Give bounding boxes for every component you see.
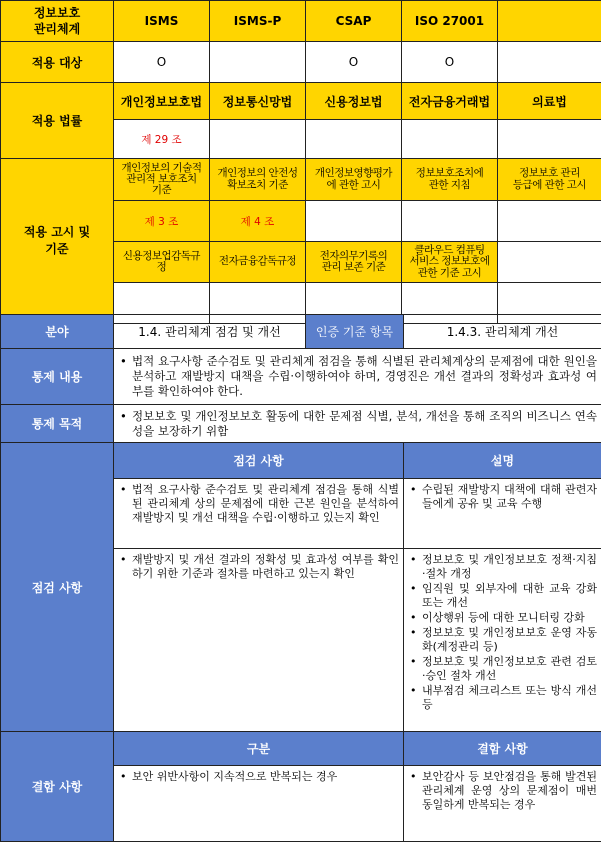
header-empty [498,1,601,42]
notice-article [498,201,601,242]
law-name: 전자금융거래법 [402,83,498,120]
checks-head-items: 점검 사항 [114,443,404,479]
notice-name: 신용정보업감독규 정 [114,242,210,283]
notice-name: 정보보호 관리 등급에 관한 고시 [498,159,601,201]
field-value: 1.4. 관리체계 점검 및 개선 [114,315,306,349]
notice-name: 전자의무기록의 관리 보존 기준 [306,242,402,283]
defects-head-cases: 결함 사항 [404,732,601,766]
control-purpose-text: • 정보보호 및 개인정보보호 활동에 대한 문제점 식별, 분석, 개선을 통해 조직의 비즈니스 연속성을 보장하기 위함 [118,409,597,439]
law-name: 정보통신망법 [210,83,306,120]
header-label: 정보보호 관리체계 [1,1,114,42]
law-article [306,120,402,159]
law-article [402,120,498,159]
check-desc: • 수립된 재발방지 대책에 대해 관련자들에게 공유 및 교육 수행 [408,483,597,511]
target-mark-empty [498,42,601,83]
law-article: 제 29 조 [114,120,210,159]
defects-head-type: 구분 [114,732,404,766]
law-name: 개인정보보호법 [114,83,210,120]
target-mark-iso: O [402,42,498,83]
check-desc: • 임직원 및 외부자에 대한 교육 강화 또는 개선 [408,582,597,610]
header-iso27001: ISO 27001 [402,1,498,42]
notice-name: 정보보호조치에 관한 지침 [402,159,498,201]
notice-article: 제 4 조 [210,201,306,242]
control-purpose-label: 통제 목적 [1,405,114,443]
target-mark-isms-p [210,42,306,83]
notice-name: 개인정보영향평가 에 관한 고시 [306,159,402,201]
header-csap: CSAP [306,1,402,42]
law-name: 의료법 [498,83,601,120]
target-label: 적용 대상 [1,42,114,83]
target-mark-csap: O [306,42,402,83]
control-content-label: 통제 내용 [1,349,114,405]
header-isms: ISMS [114,1,210,42]
notices-label: 적용 고시 및 기준 [1,159,114,324]
notice-article [306,201,402,242]
notice-name: 클라우드 컴퓨팅 서비스 정보보호에 관한 기준 고시 [402,242,498,283]
checks-label: 점검 사항 [1,443,114,732]
check-desc: • 이상행위 등에 대한 모니터링 강화 [408,611,597,625]
notice-name: 개인정보의 안전성 확보조치 기준 [210,159,306,201]
header-isms-p: ISMS-P [210,1,306,42]
check-desc: • 내부점검 체크리스트 또는 방식 개선 등 [408,684,597,712]
law-article [210,120,306,159]
laws-label: 적용 법률 [1,83,114,159]
defect-case: • 보안감사 등 보안점검을 통해 발견된 관리체계 운영 상의 문제점이 매번 동일하게 반복되는 경우 [408,770,597,812]
notice-name: 개인정보의 기술적 관리적 보호조치 기준 [114,159,210,201]
notice-name: 전자금융감독규정 [210,242,306,283]
law-name: 신용정보법 [306,83,402,120]
control-detail-table [0,314,601,842]
target-mark-isms: O [114,42,210,83]
check-desc: • 정보보호 및 개인정보보호 운영 자동화(계정관리 등) [408,626,597,654]
criteria-item-value: 1.4.3. 관리체계 개선 [404,315,601,349]
criteria-item-label: 인증 기준 항목 [306,315,404,349]
notice-name [498,242,601,283]
checks-head-desc: 설명 [404,443,601,479]
check-item: • 법적 요구사항 준수검토 및 관리체계 점검을 통해 식별된 관리체계 상의 문제점에 대한 근본 원인을 분석하여 재발방지 및 개선 대책을 수립·이행하고 있는지 확인 [118,483,399,525]
control-content-text: • 법적 요구사항 준수검토 및 관리체계 점검을 통해 식별된 관리체계상의 문제점에 대한 원인을 분석하고 재발방지 대책을 수립·이행하여야 하며, 경영진은 개선 결과의 정확성과 효과성 여부를 확인하여야 한다. [118,354,597,399]
defect-type: • 보안 위반사항이 지속적으로 반복되는 경우 [118,770,399,784]
check-desc: • 정보보호 및 개인정보보호 관련 검토·승인 절차 개선 [408,655,597,683]
check-item: • 재발방지 및 개선 결과의 정확성 및 효과성 여부를 확인하기 위한 기준과 절차를 마련하고 있는지 확인 [118,553,399,581]
law-article [498,120,601,159]
check-desc: • 정보보호 및 개인정보보호 정책·지침·절차 개정 [408,553,597,581]
standards-comparison-table [0,0,601,324]
defects-label: 결함 사항 [1,732,114,842]
notice-article [402,201,498,242]
notice-article: 제 3 조 [114,201,210,242]
field-label: 분야 [1,315,114,349]
